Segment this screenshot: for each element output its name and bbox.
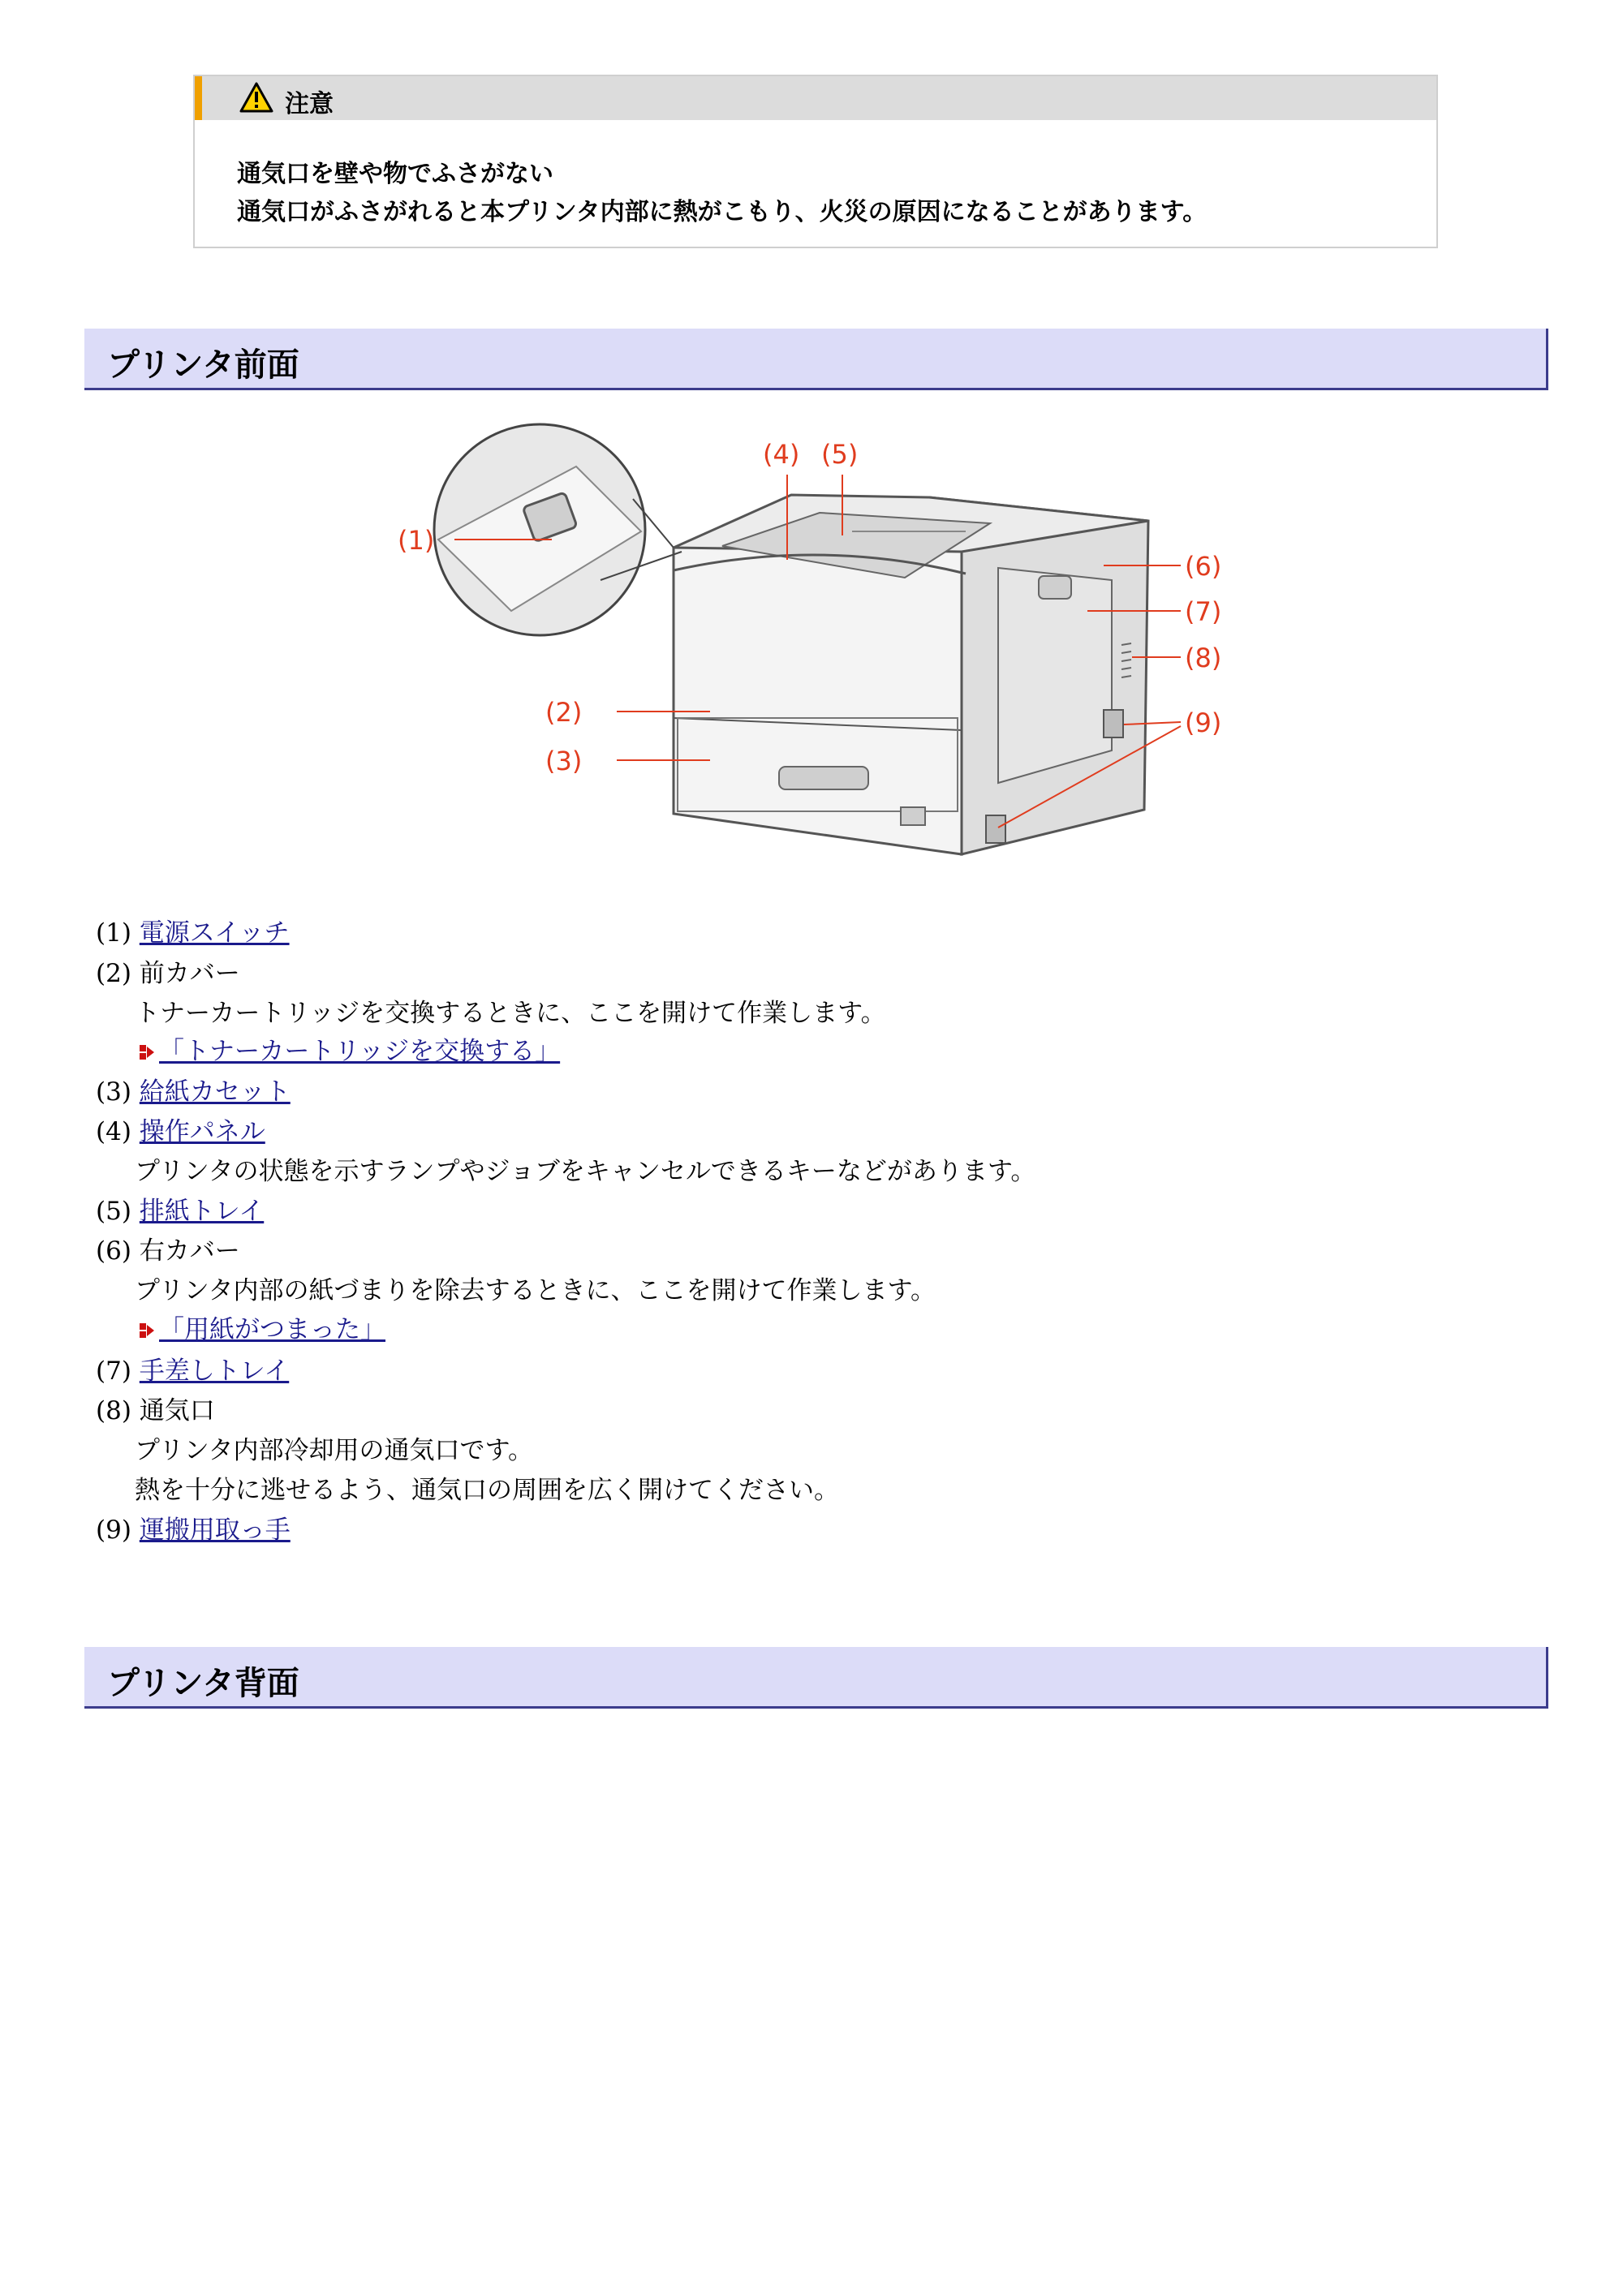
caution-text: 通気口がふさがれると本プリンタ内部に熱がこもり、火災の原因になることがあります。 <box>237 198 1208 226</box>
callout-5: (5) <box>821 439 859 470</box>
section-title-front: プリンタ前面 <box>107 346 299 384</box>
item-description: プリンタの状態を示すランプやジョブをキャンセルできるキーなどがあります。 <box>135 1157 1036 1186</box>
callout-3: (3) <box>545 746 583 776</box>
link-carrying-handles[interactable]: 運搬用取っ手 <box>139 1516 291 1545</box>
list-item <box>96 1509 291 1546</box>
item-number: (3) <box>96 1077 131 1107</box>
reference-link-row <box>138 1030 560 1067</box>
item-description: プリンタ内部冷却用の通気口です。 <box>135 1436 534 1465</box>
item-number: (7) <box>96 1357 131 1386</box>
item-number: (4) <box>96 1117 131 1146</box>
item-label-vent: 通気口 <box>139 1396 215 1425</box>
list-item <box>96 1190 264 1227</box>
callout-2: (2) <box>545 697 583 728</box>
item-number: (1) <box>96 918 131 948</box>
section-heading-back <box>84 1647 1548 1709</box>
callout-7: (7) <box>1185 596 1222 627</box>
link-manual-feed-tray[interactable]: 手差しトレイ <box>139 1357 290 1386</box>
callout-4: (4) <box>763 439 800 470</box>
link-control-panel[interactable]: 操作パネル <box>139 1117 265 1146</box>
list-item <box>96 1071 291 1107</box>
printer-front-diagram <box>398 410 1233 884</box>
list-item <box>96 1350 289 1387</box>
list-item <box>96 1230 240 1266</box>
reference-arrow-icon <box>138 1322 156 1339</box>
link-paper-jam[interactable]: 「用紙がつまった」 <box>159 1315 385 1344</box>
item-number: (5) <box>96 1197 131 1226</box>
link-paper-cassette[interactable]: 給紙カセット <box>139 1077 291 1107</box>
callout-9: (9) <box>1185 707 1222 738</box>
reference-arrow-icon <box>138 1043 156 1061</box>
callout-6: (6) <box>1185 551 1222 582</box>
item-description: 熱を十分に逃せるよう、通気口の周囲を広く開けてください。 <box>135 1476 839 1505</box>
list-item <box>96 1111 265 1147</box>
caution-title: 注意 <box>285 90 334 118</box>
item-number: (2) <box>96 959 131 988</box>
item-number: (9) <box>96 1516 131 1545</box>
item-description: トナーカートリッジを交換するときに、ここを開けて作業します。 <box>135 999 886 1028</box>
link-output-tray[interactable]: 排紙トレイ <box>139 1197 265 1226</box>
link-power-switch[interactable]: 電源スイッチ <box>139 918 290 948</box>
caution-box <box>193 75 1438 248</box>
item-number: (8) <box>96 1396 131 1425</box>
section-title-back: プリンタ背面 <box>107 1665 299 1702</box>
link-replace-toner[interactable]: 「トナーカートリッジを交換する」 <box>159 1037 561 1066</box>
caution-header <box>195 76 1436 120</box>
list-item <box>96 912 290 948</box>
callout-8: (8) <box>1185 643 1222 673</box>
item-label-right-cover: 右カバー <box>139 1236 240 1266</box>
list-item <box>96 952 240 989</box>
reference-link-row <box>138 1309 385 1345</box>
item-description: プリンタ内部の紙づまりを除去するときに、ここを開けて作業します。 <box>135 1276 936 1305</box>
section-heading-front <box>84 329 1548 390</box>
callout-1: (1) <box>398 525 435 556</box>
item-label-front-cover: 前カバー <box>139 959 240 988</box>
item-number: (6) <box>96 1236 131 1266</box>
list-item <box>96 1390 215 1426</box>
caution-heading: 通気口を壁や物でふさがない <box>237 160 553 188</box>
warning-icon <box>239 82 273 113</box>
